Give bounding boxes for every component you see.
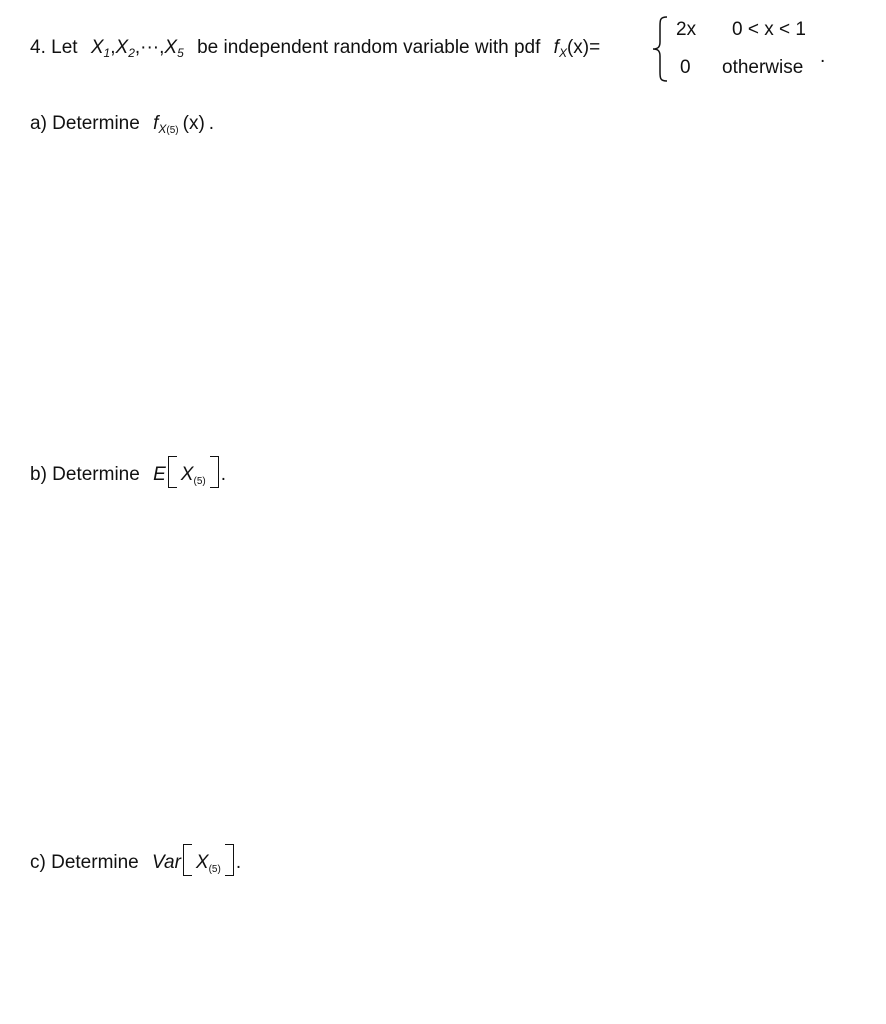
part-a (30, 113, 215, 136)
part-c (30, 844, 241, 876)
question-4-statement (30, 37, 601, 60)
piecewise-definition (652, 12, 832, 82)
question-number: 4. (30, 37, 46, 58)
right-bracket-icon (225, 844, 234, 876)
part-a-function: $f_{X(5)}$ (153, 113, 179, 136)
part-a-argument: (x) (182, 113, 205, 134)
right-bracket-icon (210, 456, 219, 488)
case-2-condition: otherwise (722, 57, 804, 78)
var-x5: $X_5$ (164, 37, 184, 60)
part-a-label: a) Determine (30, 113, 140, 134)
part-a-end: . (208, 113, 215, 134)
pdf-function: $f_X$ (553, 37, 567, 60)
left-brace-icon (652, 16, 670, 82)
comma-2: , (134, 37, 141, 58)
left-bracket-icon (168, 456, 177, 488)
part-b-operator: E (153, 464, 166, 485)
let-word: Let (51, 37, 78, 58)
equals-sign: = (589, 37, 601, 58)
part-c-variable: $X_{(5)}$ (195, 852, 221, 875)
part-b-variable: $X_{(5)}$ (180, 464, 206, 487)
part-b-label: b) Determine (30, 464, 140, 485)
case-1-condition: 0 < x < 1 (732, 19, 806, 40)
part-c-end: . (235, 852, 242, 873)
case-1-value: 2x (676, 19, 697, 40)
case-2-value: 0 (680, 57, 691, 78)
var-x1: $X_1$ (90, 37, 111, 60)
comma-3: , (159, 37, 165, 58)
part-b (30, 456, 226, 488)
pdf-argument: (x) (566, 37, 590, 58)
part-c-operator: Var (152, 852, 181, 873)
ellipsis: ··· (140, 37, 160, 58)
comma-1: , (110, 37, 116, 58)
part-b-end: . (220, 464, 226, 485)
statement-period: . (820, 46, 826, 67)
question-text: be independent random variable with pdf (197, 37, 541, 58)
var-x2: $X_2$ (115, 37, 135, 60)
left-bracket-icon (183, 844, 192, 876)
part-c-label: c) Determine (30, 852, 139, 873)
